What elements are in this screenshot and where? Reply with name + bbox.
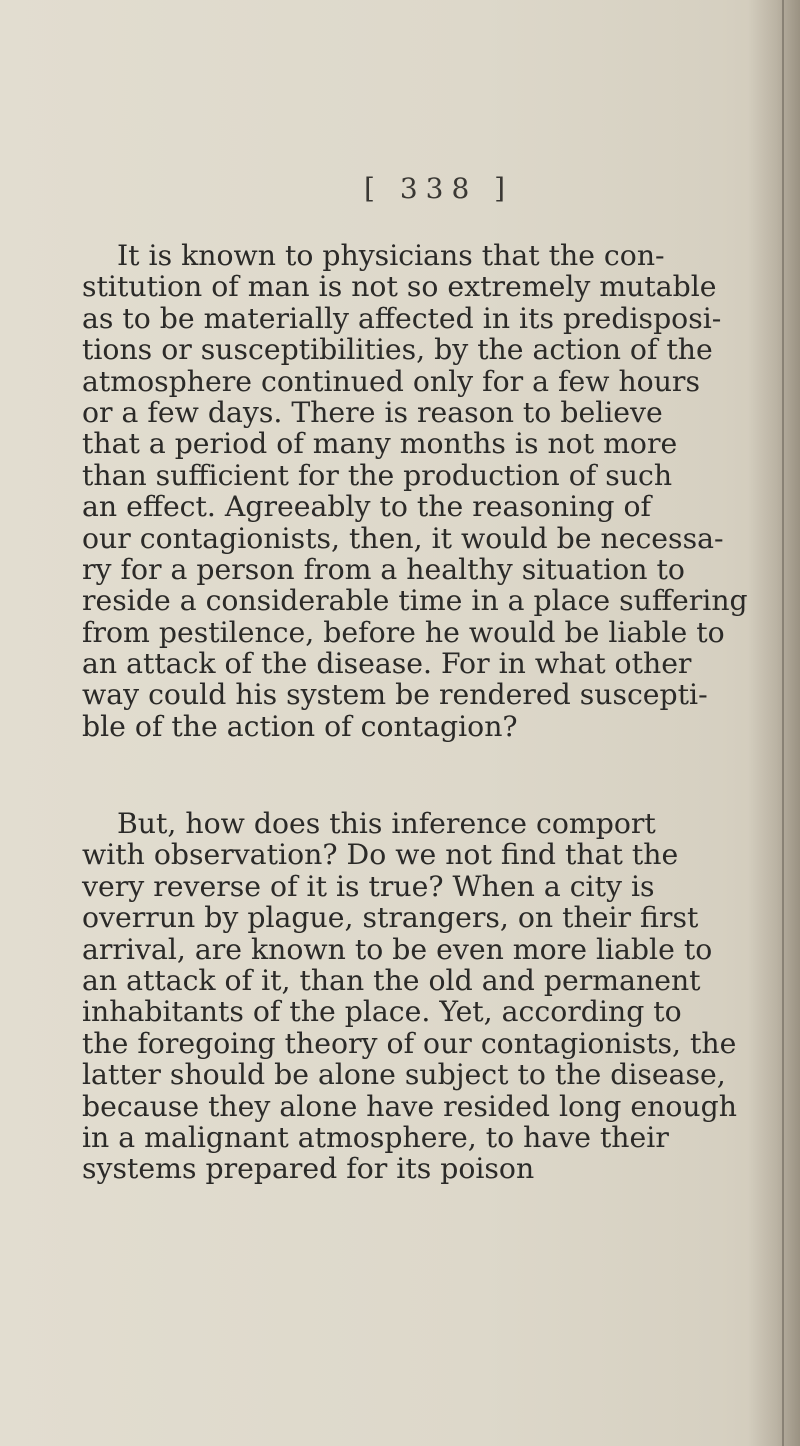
text-line: as to be materially affected in its predisposi- [82,301,722,335]
text-line: inhabitants of the place. Yet, according to [82,995,682,1029]
text-line: stitution of man is not so extremely mutable [82,270,717,304]
text-line: atmosphere continued only for a few hours [82,364,700,398]
text-line: the foregoing theory of our contagionists, the [82,1026,737,1060]
text-line: ry for a person from a healthy situation to [82,552,685,586]
text-line: It is known to physicians that the con- [117,239,665,272]
text-line: arrival, are known to be even more liable to [82,932,713,966]
text-line: an effect. Agreeably to the reasoning of [82,490,652,524]
page-number: [ 338 ] [364,172,514,205]
text-line: ble of the action of contagion? [82,709,518,743]
text-line: than sufficient for the production of such [82,458,673,492]
text-line: with observation? Do we not find that the [82,838,679,872]
text-line: But, how does this inference comport [117,807,656,840]
text-line: our contagionists, then, it would be necessa- [82,521,724,555]
text-line: overrun by plague, strangers, on their first [82,901,699,935]
text-line: or a few days. There is reason to believe [82,395,663,429]
text-line: systems prepared for its poison [82,1152,535,1186]
text-line: very reverse of it is true? When a city is [82,869,655,903]
text-line: from pestilence, before he would be liable to [82,615,725,649]
text-line: in a malignant atmosphere, to have their [82,1120,669,1154]
text-line: an attack of it, than the old and permanent [82,963,701,997]
text-line: latter should be alone subject to the disease, [82,1058,726,1092]
text-line: way could his system be rendered suscepti- [82,678,708,712]
text-line: because they alone have resided long enough [82,1089,737,1123]
page-edge-line [782,0,784,1446]
paragraph-2 [82,808,758,1185]
text-line: reside a considerable time in a place suffering [82,584,748,618]
paragraph-1 [82,240,758,742]
text-line: tions or susceptibilities, by the action of the [82,333,713,367]
text-line: that a period of many months is not more [82,427,678,461]
text-line: an attack of the disease. For in what other [82,647,692,681]
